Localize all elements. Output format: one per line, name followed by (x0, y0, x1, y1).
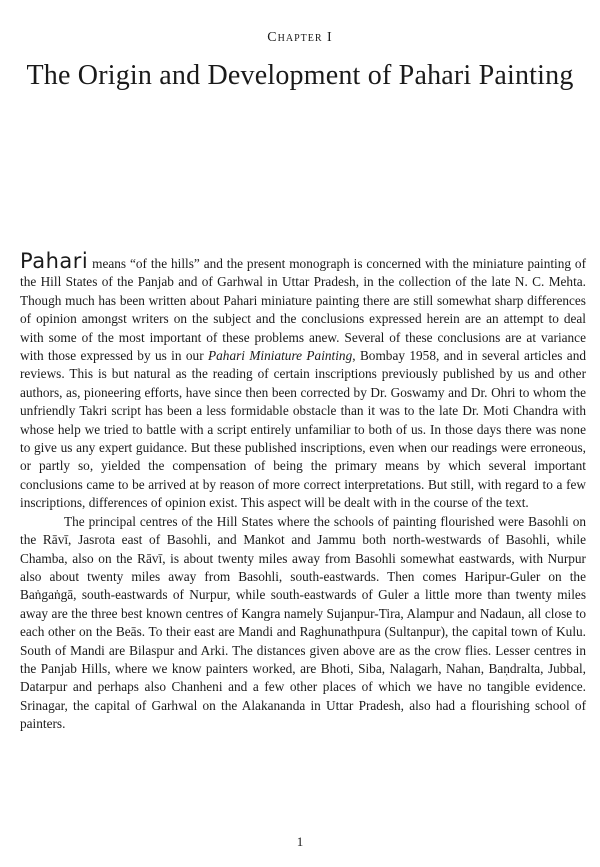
paragraph-1-text-a: means “of the hills” and the present monograph is concerned with the miniature painting of the Hill States of the Panjab and of Garhwal in Uttar Pradesh, in the collection of the late N. C. Mehta. Though much has been written about Pahari miniature painting there are still somewhat sharp differences of opinion amongst writers on the subject and the conclusions expressed herein are an attempt to deal with some of the most important of these problems anew. Several of these conclusions are at variance with those expressed by us in our (20, 256, 586, 364)
chapter-label: Chapter I (267, 30, 333, 45)
paragraph-1-text-b: , Bombay 1958, and in several articles and reviews. This is but natural as the reading of certain inscriptions previously published by us and other authors, as, pioneering efforts, have since then been corrected by Dr. Goswamy and Dr. Ohri to whom the unfriendly Takri script has been a less formidable obstacle than it was to the late Dr. Moti Chandra with whose help we tried to battle with a script entirely unfamiliar to both of us. In those days there was none to give us any expert guidance. But these published inscriptions, even when our readings were erroneous, or partly so, yielded the compensation of being the primary means by which several important conclusions came to be arrived at by reason of more correct interpretations. But still, with regard to a few inscriptions, differences of opinion exist. This aspect will be dealt with in the course of the text. (20, 348, 587, 511)
paragraph-2: The principal centres of the Hill States where the schools of painting flourished were Basohli on the Rāvī, Jasrota east of Basohli, and Mankot and Jammu both north-westwards of Basohli, while Chamba, also on the Rāvī, is about twenty miles away from Basohli somewhat eastwards, with Nurpur also about twenty miles away from Basohli, south-eastwards. Then comes Haripur-Guler on the Baṅgaṅgā, south-eastwards of Nurpur, while south-eastwards of Guler a little more than twenty miles away are the three best known centres of Kangra namely Sujanpur-Tira, Alampur and Nadaun, all close to each other on the Beās. To their east are Mandi and Raghunathpura (Sultanpur), the capital town of Kulu. South of Mandi are Bilaspur and Arki. The distances given above are as the crow flies. Lesser centres in the Panjab Hills, where we know painters worked, are Bhoti, Siba, Nalagarh, Nahan, Baṇdralta, Jubbal, Datarpur and perhaps also Chanheni and a few other places of which we have no tangible evidence. Srinagar, the capital of Garhwal on the Alakananda in Uttar Pradesh, also had a flourishing school of painters. (20, 513, 586, 732)
chapter-title: The Origin and Development of Pahari Painting (26, 60, 574, 91)
lead-word: Pahari (20, 249, 89, 273)
paragraph-1 (20, 249, 587, 513)
page-number: 1 (296, 834, 304, 849)
book-title-italic: Pahari Miniature Painting (208, 348, 353, 364)
body-text (20, 249, 587, 734)
